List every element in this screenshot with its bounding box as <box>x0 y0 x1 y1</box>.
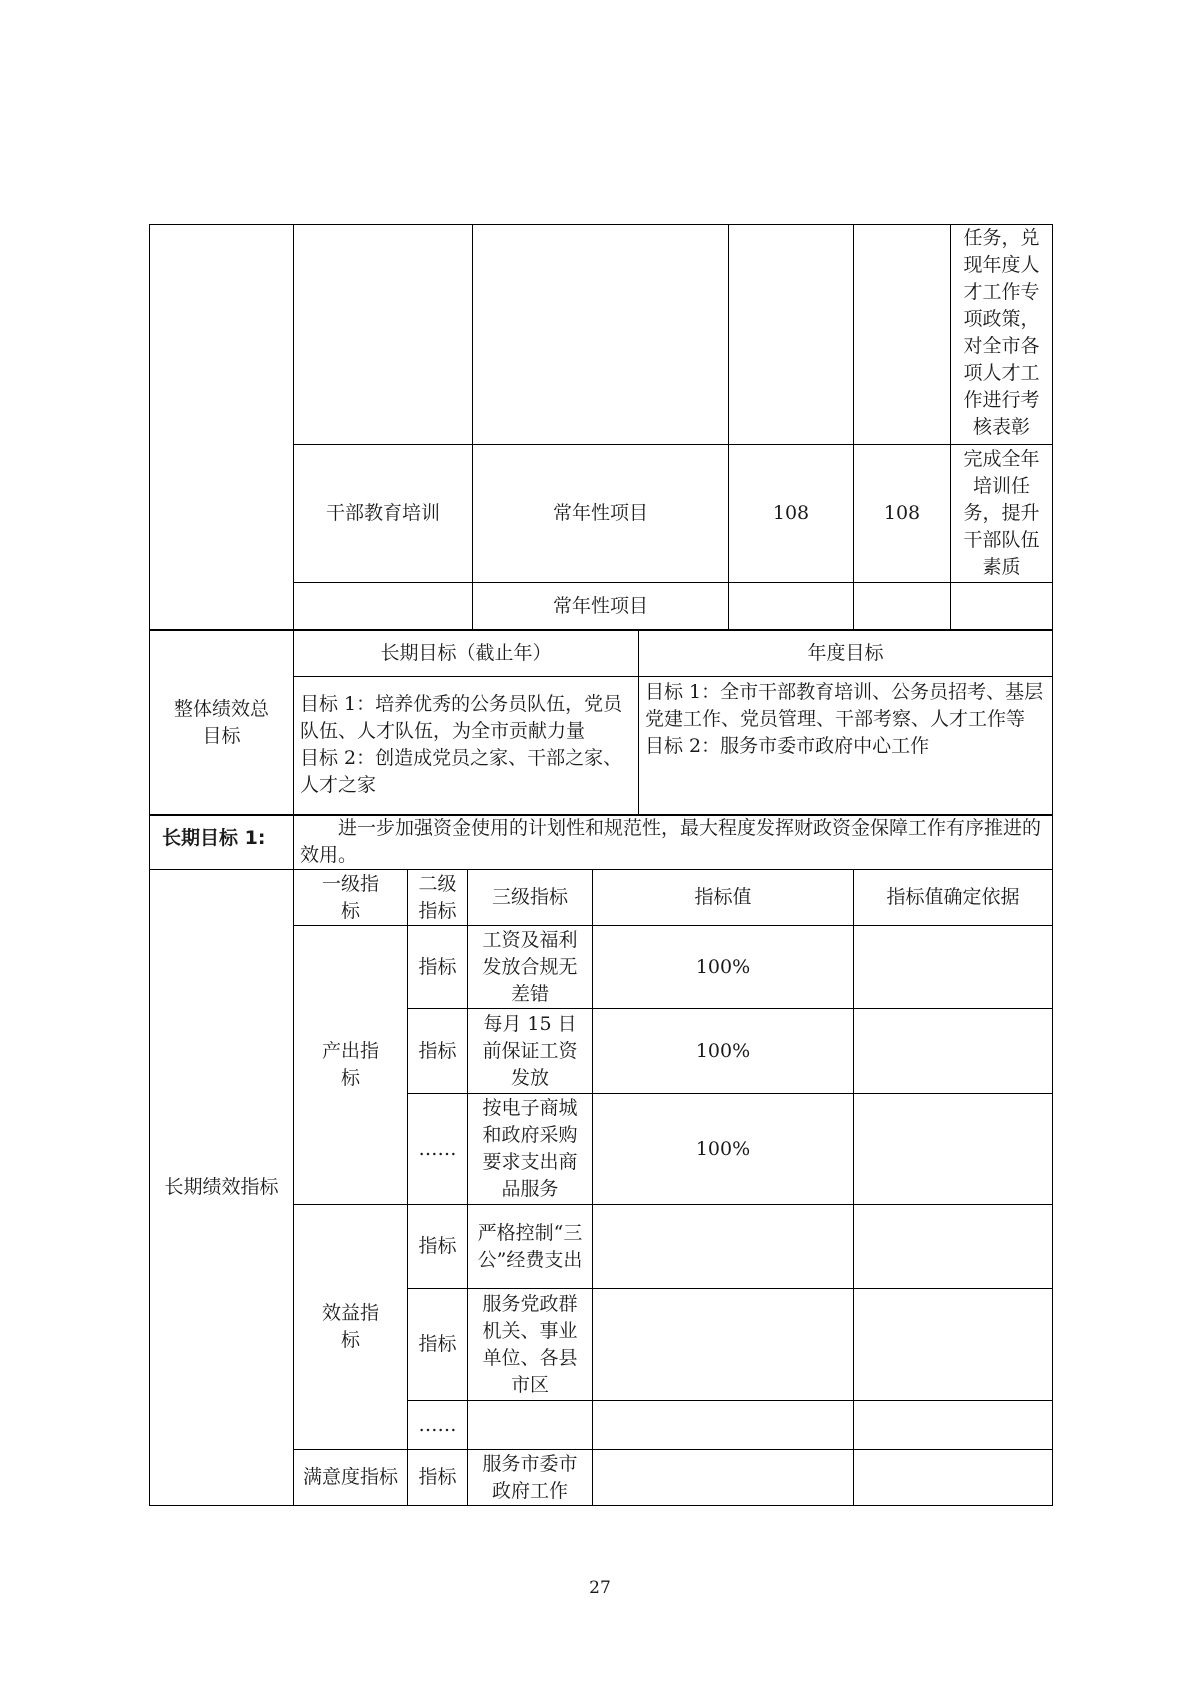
level1-text: 效益指标 <box>322 1302 380 1351</box>
header-level1-text: 一级指标 <box>321 872 379 922</box>
level1-cell <box>294 1205 408 1450</box>
overall-goals-label <box>150 630 294 816</box>
long-term-goal-header: 长期目标（截止年） <box>294 630 639 677</box>
budget-value-cell: 108 <box>729 445 854 583</box>
long-goal-1-text: 进一步加强资金使用的计划性和规范性，最大程度发挥财政资金保障工作有序推进的效用。 <box>294 815 1053 870</box>
value-cell <box>593 1450 854 1506</box>
budget-value-cell <box>729 225 854 445</box>
header-basis: 指标值确定依据 <box>854 870 1053 926</box>
level3-text: 服务党政群机关、事业单位、各县市区 <box>482 1292 578 1396</box>
level3-text: 按电子商城和政府采购要求支出商品服务 <box>482 1097 578 1200</box>
level1-cell <box>294 1450 408 1506</box>
value-cell: 100% <box>593 926 854 1009</box>
project-name-cell <box>294 583 473 631</box>
table-row <box>150 630 1053 677</box>
value-cell: 100% <box>593 1094 854 1205</box>
level3-text: 服务市委市政府工作 <box>482 1452 578 1502</box>
header-level2-text: 二级指标 <box>418 872 457 922</box>
header-level3: 三级指标 <box>468 870 593 926</box>
level3-cell <box>468 1289 593 1401</box>
long-goal-1-label: 长期目标 1: <box>150 815 294 870</box>
annual-goal-header: 年度目标 <box>639 630 1053 677</box>
level3-cell <box>468 1205 593 1289</box>
budget-project-table <box>149 224 1053 631</box>
value-cell <box>593 1289 854 1401</box>
indicator-section-label: 长期绩效指标 <box>150 870 294 1506</box>
level2-cell: …… <box>408 1401 468 1450</box>
header-value: 指标值 <box>593 870 854 926</box>
level3-text: 工资及福利发放合规无差错 <box>482 928 578 1005</box>
budget-value-cell: 108 <box>854 445 951 583</box>
basis-cell <box>854 1450 1053 1506</box>
value-cell <box>593 1401 854 1450</box>
budget-value-cell <box>854 583 951 631</box>
annual-goal-text: 目标 1：全市干部教育培训、公务员招考、基层党建工作、党员管理、干部考察、人才工作等 目标 2：服务市委市政府中心工作 <box>639 677 1053 816</box>
overall-goals-table <box>149 629 1053 816</box>
budget-value-cell <box>729 583 854 631</box>
project-goal-cell <box>951 583 1053 631</box>
table-row <box>150 815 1053 870</box>
level1-text: 产出指标 <box>322 1040 380 1089</box>
project-goal-cell <box>951 225 1053 445</box>
basis-cell <box>854 1289 1053 1401</box>
project-category-cell: 常年性项目 <box>473 583 729 631</box>
basis-cell <box>854 1094 1053 1205</box>
project-goal-cell <box>951 445 1053 583</box>
project-category-cell: 常年性项目 <box>473 445 729 583</box>
long-goal-1-table <box>149 814 1053 870</box>
project-goal-text: 任务，兑现年度人才工作专项政策，对全市各项人才工作进行考核表彰 <box>963 227 1040 438</box>
level3-cell <box>468 1401 593 1450</box>
level2-cell: 指标 <box>408 1450 468 1506</box>
budget-value-cell <box>854 225 951 445</box>
table-row <box>150 225 1053 445</box>
basis-cell <box>854 1401 1053 1450</box>
level2-cell: 指标 <box>408 926 468 1009</box>
basis-cell <box>854 926 1053 1009</box>
value-cell: 100% <box>593 1009 854 1094</box>
page-number: 27 <box>589 1578 611 1598</box>
project-category-cell <box>473 225 729 445</box>
project-name-cell: 干部教育培训 <box>294 445 473 583</box>
level3-text: 严格控制“三公”经费支出 <box>477 1221 583 1271</box>
level3-cell <box>468 926 593 1009</box>
level2-cell: 指标 <box>408 1205 468 1289</box>
level2-cell: …… <box>408 1094 468 1205</box>
indicator-header-row <box>150 870 1053 926</box>
project-name-cell <box>294 225 473 445</box>
header-level1 <box>294 870 408 926</box>
overall-goals-label-text: 整体绩效总目标 <box>173 697 269 747</box>
level3-text: 每月 15 日前保证工资发放 <box>482 1012 578 1089</box>
long-term-goal-text: 目标 1：培养优秀的公务员队伍，党员队伍、人才队伍，为全市贡献力量 目标 2：创造成党员之家、干部之家、人才之家 <box>294 677 639 816</box>
level1-text: 满意度指标 <box>302 1466 398 1488</box>
level3-cell <box>468 1009 593 1094</box>
budget-section-label-cell <box>150 225 294 631</box>
level2-cell: 指标 <box>408 1009 468 1094</box>
level1-cell <box>294 926 408 1205</box>
header-level2 <box>408 870 468 926</box>
level2-cell: 指标 <box>408 1289 468 1401</box>
indicator-table <box>149 869 1053 1506</box>
basis-cell <box>854 1009 1053 1094</box>
level3-cell <box>468 1450 593 1506</box>
project-goal-text: 完成全年培训任务，提升干部队伍素质 <box>963 448 1040 578</box>
value-cell <box>593 1205 854 1289</box>
level3-cell <box>468 1094 593 1205</box>
basis-cell <box>854 1205 1053 1289</box>
